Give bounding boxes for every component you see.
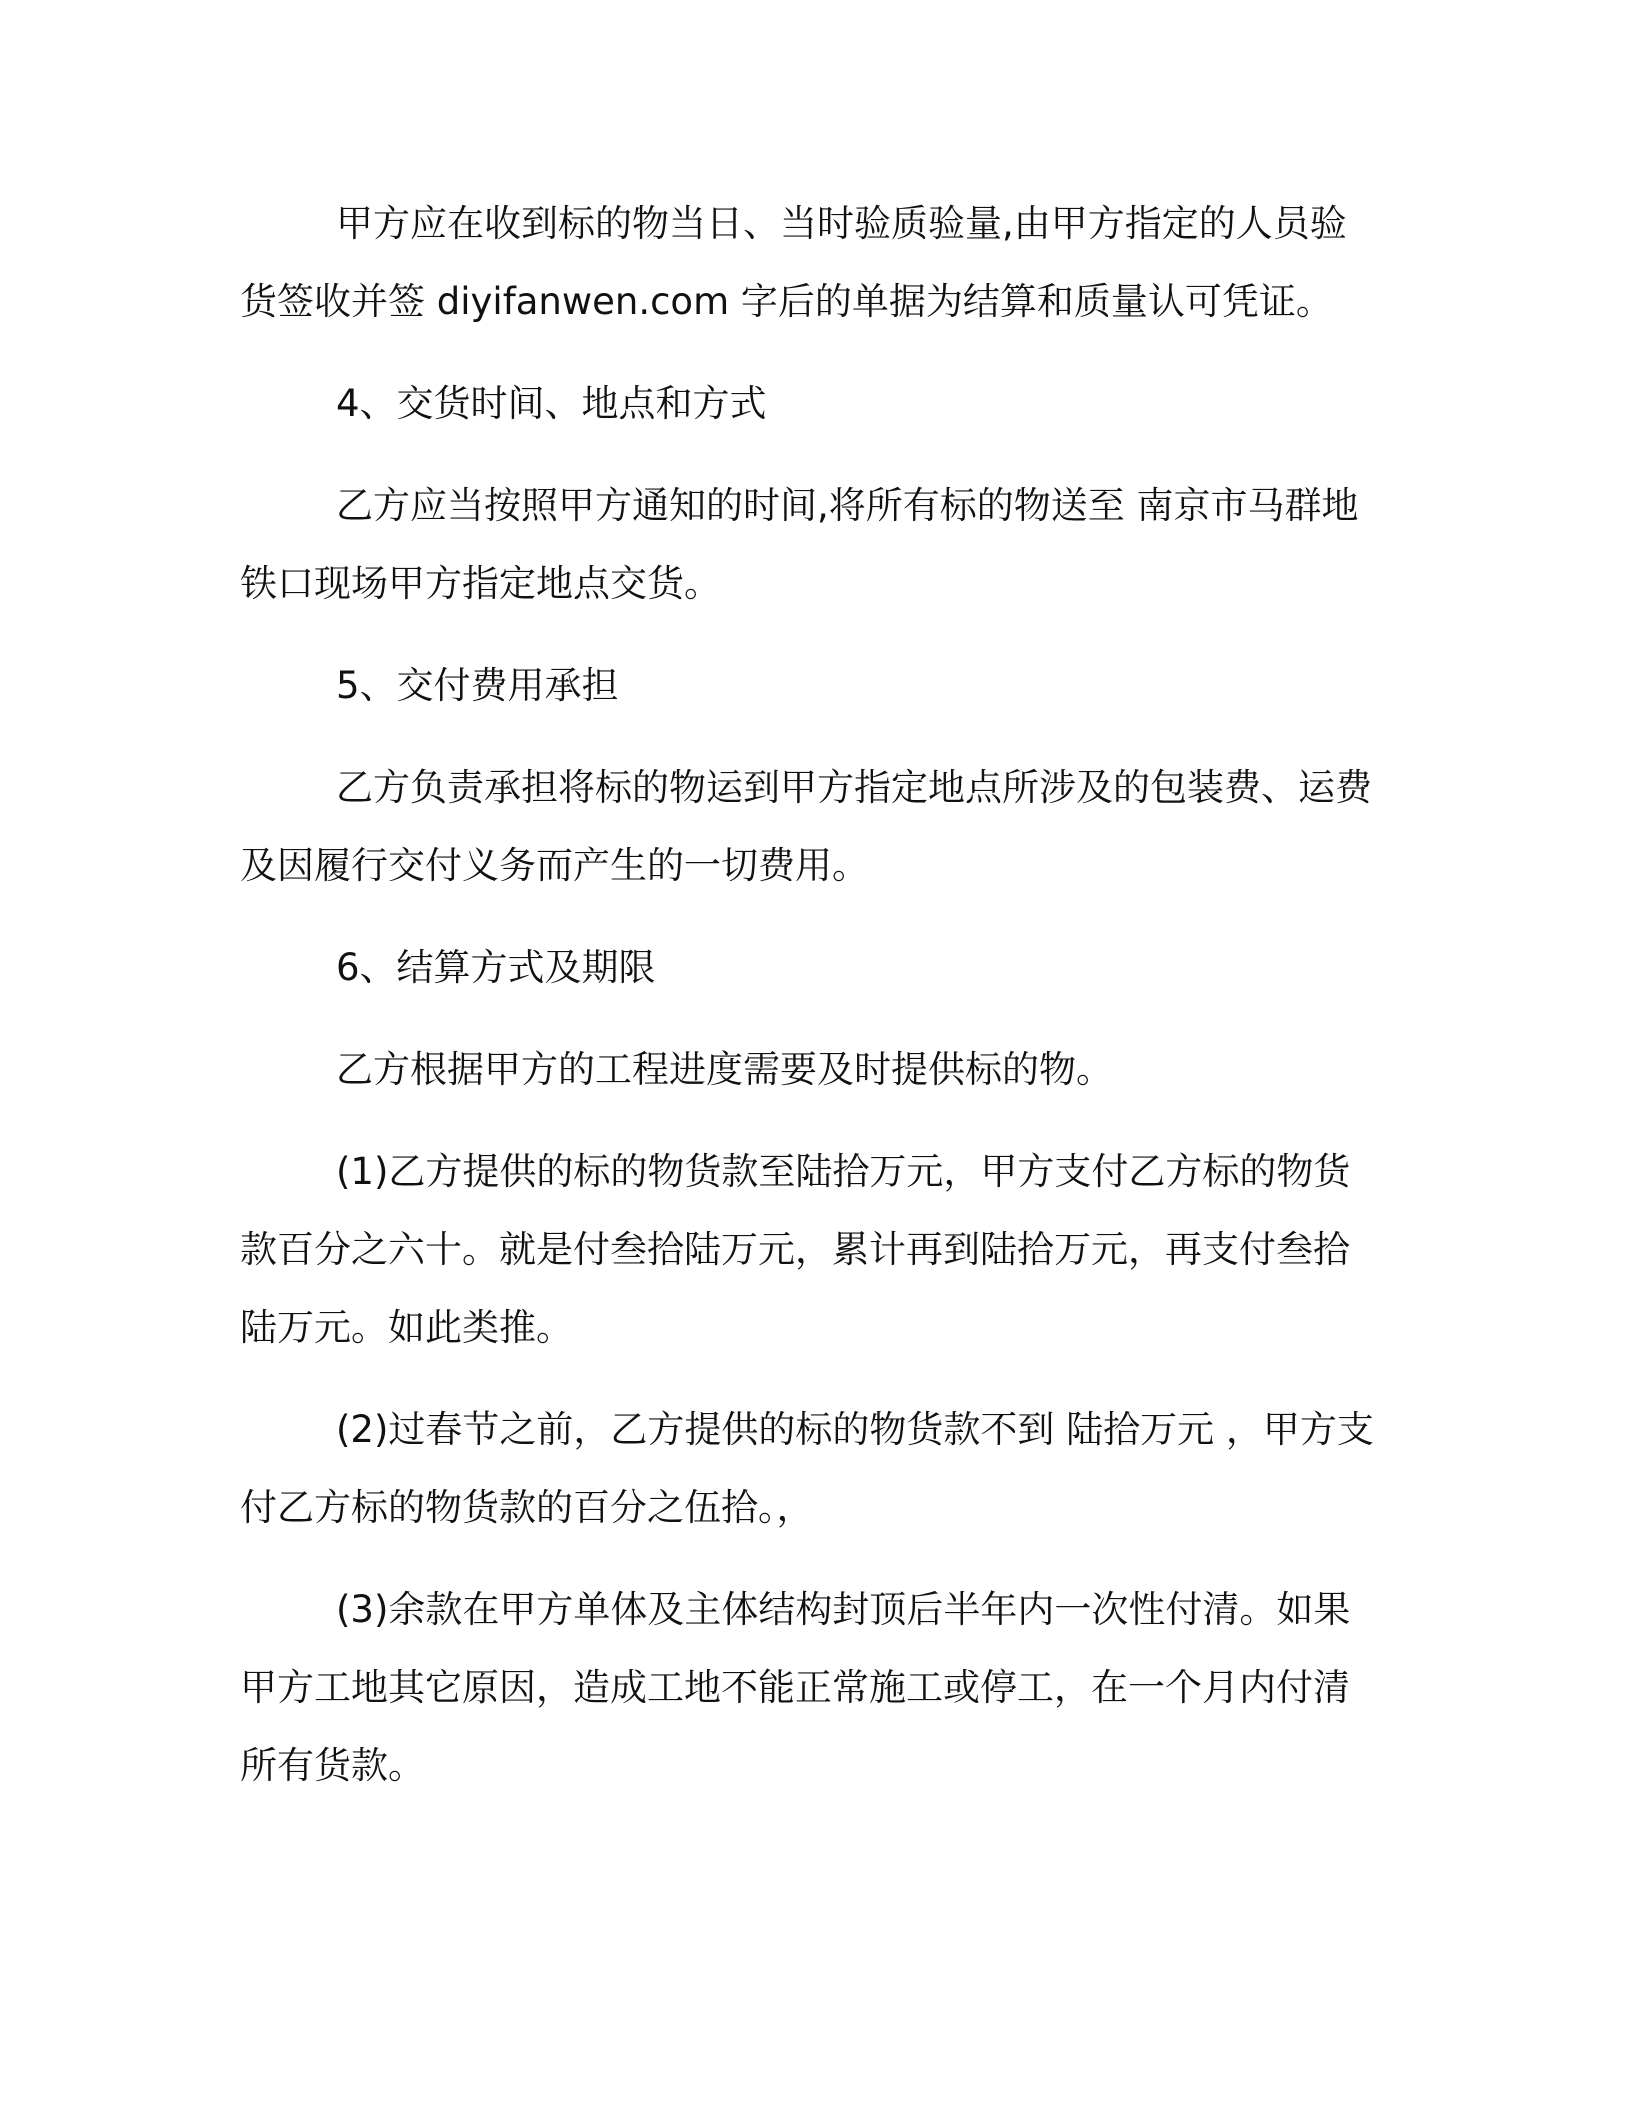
paragraph-line: 款百分之六十。就是付叁拾陆万元，累计再到陆拾万元，再支付叁拾 — [240, 1228, 1350, 1271]
heading-text: 5、交付费用承担 — [336, 664, 619, 707]
paragraph-line: 货签收并签 diyifanwen.com 字后的单据为结算和质量认可凭证。 — [240, 280, 1333, 323]
paragraph-line: 陆万元。如此类推。 — [240, 1306, 573, 1349]
paragraph-line: (2)过春节之前，乙方提供的标的物货款不到 陆拾万元 ，甲方支 — [336, 1408, 1374, 1451]
paragraph-line: 乙方负责承担将标的物运到甲方指定地点所涉及的包装费、运费 — [336, 766, 1372, 809]
section-heading-5 — [240, 647, 1380, 725]
paragraph-supply — [240, 1031, 1380, 1109]
paragraph-line: (1)乙方提供的标的物货款至陆拾万元，甲方支付乙方标的物货 — [336, 1150, 1351, 1193]
paragraph-line: 乙方应当按照甲方通知的时间,将所有标的物送至 南京市马群地 — [336, 484, 1359, 527]
paragraph-costs — [240, 749, 1380, 905]
paragraph-line: (3)余款在甲方单体及主体结构封顶后半年内一次性付清。如果 — [336, 1588, 1351, 1631]
paragraph-line: 乙方根据甲方的工程进度需要及时提供标的物。 — [336, 1048, 1113, 1091]
paragraph-line: 所有货款。 — [240, 1744, 425, 1787]
section-heading-6 — [240, 929, 1380, 1007]
section-heading-4 — [240, 365, 1380, 443]
heading-text: 4、交货时间、地点和方式 — [336, 382, 767, 425]
paragraph-inspection — [240, 185, 1380, 341]
paragraph-line: 甲方应在收到标的物当日、当时验质验量,由甲方指定的人员验 — [336, 202, 1347, 245]
paragraph-clause-2 — [240, 1391, 1380, 1547]
heading-text: 6、结算方式及期限 — [336, 946, 656, 989]
paragraph-delivery — [240, 467, 1380, 623]
paragraph-clause-1 — [240, 1133, 1380, 1367]
paragraph-line: 铁口现场甲方指定地点交货。 — [240, 562, 721, 605]
document-body — [240, 185, 1380, 1829]
paragraph-line: 甲方工地其它原因，造成工地不能正常施工或停工，在一个月内付清 — [240, 1666, 1350, 1709]
paragraph-line: 付乙方标的物货款的百分之伍拾。， — [240, 1486, 814, 1529]
paragraph-line: 及因履行交付义务而产生的一切费用。 — [240, 844, 869, 887]
paragraph-clause-3 — [240, 1571, 1380, 1805]
